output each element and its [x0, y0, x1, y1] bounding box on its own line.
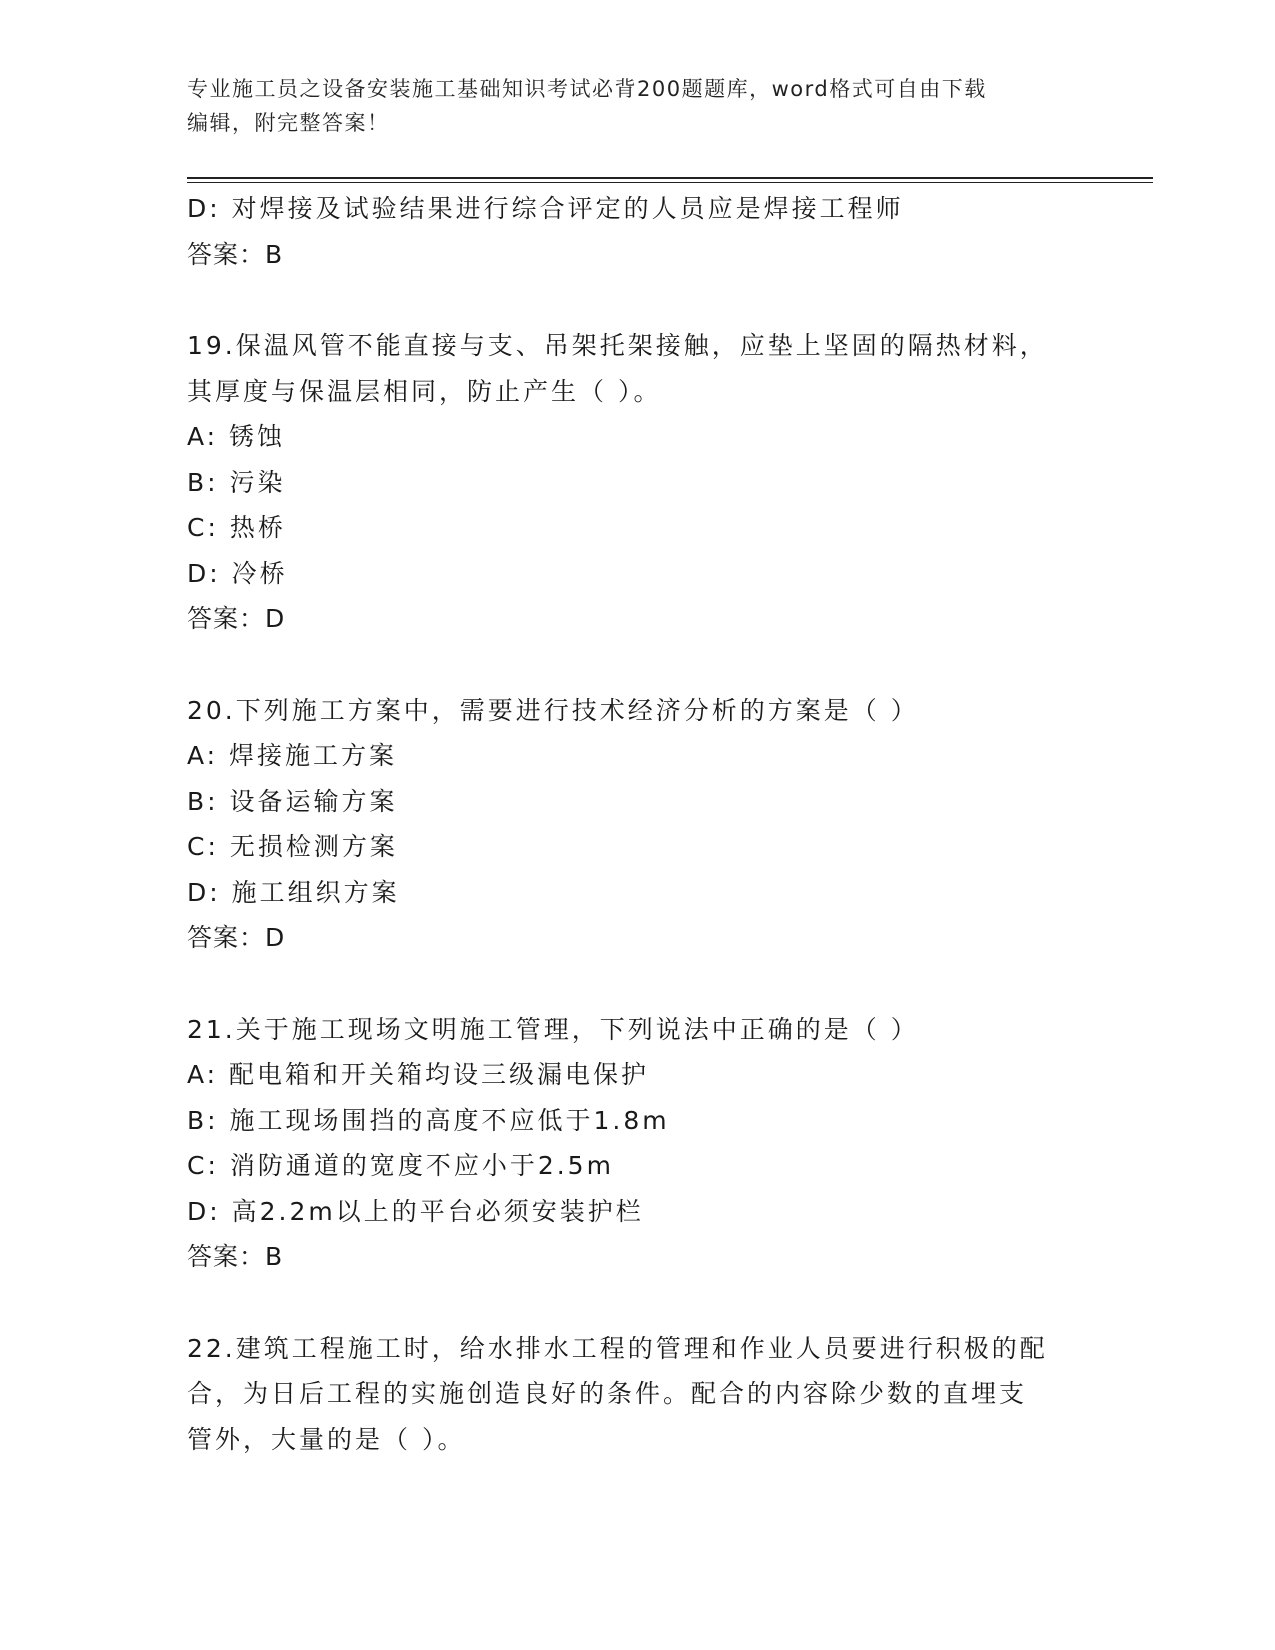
question-22-stem-line-3: 管外，大量的是（ ）。	[187, 1424, 466, 1454]
question-19-option-b: B: 污染	[187, 467, 286, 497]
header-line-2: 编辑，附完整答案！	[187, 111, 390, 135]
header-divider-thick	[187, 177, 1153, 179]
question-22-stem-line-2: 合，为日后工程的实施创造良好的条件。配合的内容除少数的直埋支	[187, 1379, 1028, 1408]
spacer	[187, 642, 1087, 688]
header-divider-thin	[187, 182, 1153, 183]
question-20-option-a: A: 焊接施工方案	[187, 741, 398, 770]
spacer	[187, 1280, 1087, 1326]
header-line-1: 专业施工员之设备安装施工基础知识考试必背200题题库，word格式可自由下载	[187, 77, 987, 101]
spacer	[187, 961, 1087, 1007]
question-19-stem-line-1: 19.保温风管不能直接与支、吊架托架接触，应垫上坚固的隔热材料，	[187, 331, 1048, 360]
question-21-answer: 答案：B	[187, 1242, 284, 1271]
question-21	[187, 1007, 1087, 1280]
question-21-stem-line-1: 21.关于施工现场文明施工管理，下列说法中正确的是（ ）	[187, 1014, 919, 1044]
question-20-stem-line-1: 20.下列施工方案中，需要进行技术经济分析的方案是（ ）	[187, 695, 919, 725]
question-20-option-b: B: 设备运输方案	[187, 786, 398, 816]
document-header	[187, 72, 1087, 140]
spacer	[187, 277, 1087, 323]
question-21-option-c: C: 消防通道的宽度不应小于2.5m	[187, 1151, 614, 1180]
question-21-option-a: A: 配电箱和开关箱均设三级漏电保护	[187, 1060, 650, 1089]
question-19	[187, 323, 1087, 642]
question-19-option-a: A: 锈蚀	[187, 422, 286, 451]
question-22	[187, 1326, 1087, 1463]
question-22-stem-line-1: 22.建筑工程施工时，给水排水工程的管理和作业人员要进行积极的配	[187, 1333, 1048, 1363]
question-20-option-c: C: 无损检测方案	[187, 832, 398, 861]
question-19-option-d: D: 冷桥	[187, 558, 288, 588]
question-19-stem-line-2: 其厚度与保温层相同，防止产生（ ）。	[187, 376, 662, 406]
question-20-answer: 答案：D	[187, 923, 286, 952]
question-21-option-b: B: 施工现场围挡的高度不应低于1.8m	[187, 1105, 670, 1135]
question-19-option-c: C: 热桥	[187, 513, 286, 542]
question-21-option-d: D: 高2.2m以上的平台必须安装护栏	[187, 1196, 644, 1226]
question-content	[187, 186, 1087, 1462]
previous-answer: 答案：B	[187, 239, 284, 269]
question-20-option-d: D: 施工组织方案	[187, 877, 400, 907]
question-19-answer: 答案：D	[187, 604, 286, 633]
previous-option-d: D: 对焊接及试验结果进行综合评定的人员应是焊接工程师	[187, 194, 904, 223]
question-20	[187, 688, 1087, 961]
